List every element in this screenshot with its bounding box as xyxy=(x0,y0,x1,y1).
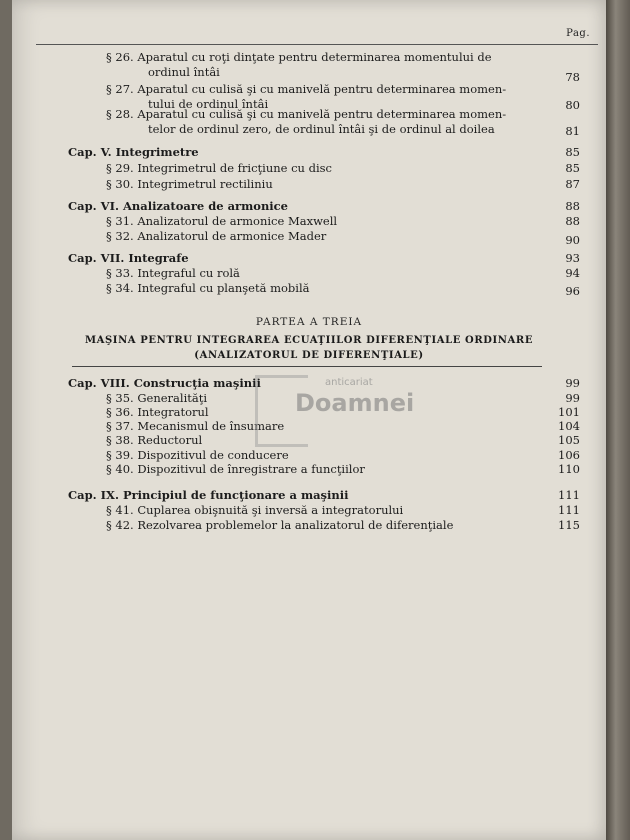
toc-entry-page: 93 xyxy=(565,251,580,265)
toc-entry-page: 88 xyxy=(565,214,580,228)
toc-entry-page: 105 xyxy=(558,433,580,447)
toc-entry-page: 104 xyxy=(558,419,580,433)
toc-entry-label: § 38. Reductorul xyxy=(106,433,203,447)
toc-entry-continuation: tului de ordinul întâi xyxy=(148,97,269,111)
toc-entry-page: 99 xyxy=(565,391,580,405)
toc-entry-page: 106 xyxy=(558,448,580,462)
toc-chapter-label: Cap. V. Integrimetre xyxy=(68,145,199,159)
toc-entry-label: § 36. Integratorul xyxy=(106,405,209,419)
toc-entry-label: § 29. Integrimetrul de fricţiune cu disc xyxy=(106,161,332,175)
toc-entry-page: 85 xyxy=(565,145,580,159)
toc-entry-label: § 35. Generalităţi xyxy=(106,391,208,405)
watermark-big-text: Doamnei xyxy=(295,389,415,417)
toc-entry-label: § 40. Dispozitivul de înregistrare a funcţiilor xyxy=(106,462,365,476)
part-title-line2: (ANALIZATORUL DE DIFERENŢIALE) xyxy=(194,350,424,361)
toc-entry-page: 88 xyxy=(565,199,580,213)
header-rule xyxy=(36,44,598,45)
toc-chapter-label: Cap. VI. Analizatoare de armonice xyxy=(68,199,288,213)
part-rule xyxy=(72,366,542,367)
toc-chapter-label: Cap. IX. Principiul de funcţionare a maşinii xyxy=(68,488,349,502)
toc-chapter-label: Cap. VIII. Construcţia maşinii xyxy=(68,376,261,390)
toc-entry-page: 80 xyxy=(565,98,580,112)
toc-entry-label: § 39. Dispozitivul de conducere xyxy=(106,448,289,462)
toc-entry-page: 96 xyxy=(565,284,580,298)
toc-chapter-label: Cap. VII. Integrafe xyxy=(68,251,189,265)
toc-entry-page: 85 xyxy=(565,161,580,175)
toc-entry-page: 115 xyxy=(558,518,580,532)
toc-entry-page: 94 xyxy=(565,266,580,280)
watermark-logo xyxy=(255,375,415,445)
toc-entry-label: § 37. Mecanismul de însumare xyxy=(106,419,285,433)
toc-entry-label: § 30. Integrimetrul rectiliniu xyxy=(106,177,273,191)
book-page xyxy=(12,0,606,840)
toc-entry-continuation: telor de ordinul zero, de ordinul întâi şi de ordinul al doilea xyxy=(148,122,495,136)
toc-entry-page: 111 xyxy=(558,503,580,517)
toc-entry-label: § 26. Aparatul cu roţi dinţate pentru determinarea momentului de xyxy=(106,50,492,64)
watermark-small-text: anticariat xyxy=(325,377,373,388)
toc-entry-label: § 34. Integraful cu planşetă mobilă xyxy=(106,281,310,295)
toc-entry-page: 99 xyxy=(565,376,580,390)
toc-entry-page: 110 xyxy=(558,462,580,476)
toc-entry-label: § 33. Integraful cu rolă xyxy=(106,266,240,280)
toc-entry-continuation: ordinul întâi xyxy=(148,65,220,79)
part-heading: PARTEA A TREIA xyxy=(255,316,363,328)
part-title-line1: MAŞINA PENTRU INTEGRAREA ECUAŢIILOR DIFERENŢIALE ORDINARE xyxy=(84,335,534,346)
toc-entry-label: § 42. Rezolvarea problemelor la analizatorul de diferenţiale xyxy=(106,518,454,532)
toc-entry-page: 78 xyxy=(565,70,580,84)
toc-entry-label: § 27. Aparatul cu culisă şi cu manivelă pentru determinarea momen- xyxy=(106,82,507,96)
toc-entry-label: § 28. Aparatul cu culisă şi cu manivelă pentru determinarea momen- xyxy=(106,107,507,121)
toc-entry-label: § 31. Analizatorul de armonice Maxwell xyxy=(106,214,338,228)
toc-entry-page: 81 xyxy=(565,124,580,138)
book-spine-shadow xyxy=(606,0,630,840)
page-column-header: Pag. xyxy=(566,28,590,39)
toc-entry-label: § 32. Analizatorul de armonice Mader xyxy=(106,229,327,243)
toc-entry-label: § 41. Cuplarea obişnuită şi inversă a integratorului xyxy=(106,503,404,517)
toc-entry-page: 90 xyxy=(565,233,580,247)
toc-entry-page: 101 xyxy=(558,405,580,419)
toc-entry-page: 87 xyxy=(565,177,580,191)
toc-entry-page: 111 xyxy=(558,488,580,502)
